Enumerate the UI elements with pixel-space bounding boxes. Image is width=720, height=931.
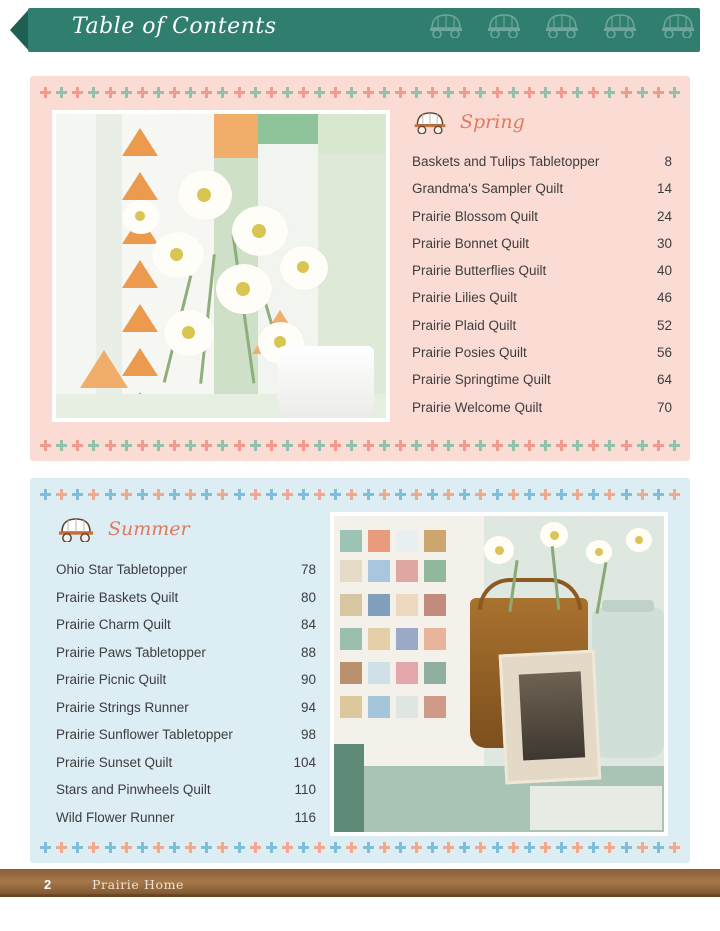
- toc-entry-title: Prairie Posies Quilt: [412, 345, 527, 361]
- stitch-plus-icon: [427, 440, 438, 451]
- stitch-plus-icon: [524, 842, 535, 853]
- stitch-plus-icon: [459, 87, 470, 98]
- stitch-plus-icon: [637, 440, 648, 451]
- stitch-plus-icon: [669, 842, 680, 853]
- toc-entry-title: Wild Flower Runner: [56, 809, 175, 825]
- toc-entry-page: 84: [300, 617, 316, 632]
- stitch-plus-icon: [346, 489, 357, 500]
- stitch-plus-icon: [653, 842, 664, 853]
- stitch-plus-icon: [653, 489, 664, 500]
- stitch-plus-icon: [621, 842, 632, 853]
- stitch-plus-icon: [604, 440, 615, 451]
- spring-quilt-photo: [52, 110, 390, 422]
- stitch-plus-icon: [105, 842, 116, 853]
- toc-entry[interactable]: [412, 148, 672, 175]
- toc-entry-page: 52: [656, 317, 672, 333]
- stitch-plus-icon: [427, 842, 438, 853]
- toc-entry-title: Baskets and Tulips Tabletopper: [412, 154, 600, 169]
- stitch-plus-icon: [540, 87, 551, 98]
- stitch-plus-icon: [524, 489, 535, 500]
- stitch-plus-icon: [169, 440, 180, 451]
- stitch-plus-icon: [556, 87, 567, 98]
- stitch-plus-icon: [540, 842, 551, 853]
- wagon-icon: [658, 12, 698, 38]
- stitch-plus-icon: [250, 87, 261, 98]
- covered-wagon-icon: [56, 516, 96, 542]
- stitch-plus-icon: [443, 489, 454, 500]
- toc-entry[interactable]: [412, 203, 672, 230]
- toc-entry[interactable]: [56, 776, 316, 804]
- section-spring: [30, 76, 690, 461]
- stitch-plus-icon: [443, 87, 454, 98]
- stitch-plus-icon: [572, 489, 583, 500]
- toc-entry[interactable]: [56, 749, 316, 777]
- stitch-plus-icon: [105, 440, 116, 451]
- stitch-plus-icon: [669, 440, 680, 451]
- stitch-plus-icon: [604, 87, 615, 98]
- stitch-plus-icon: [266, 489, 277, 500]
- stitch-plus-icon: [105, 489, 116, 500]
- toc-entry-title: Prairie Butterflies Quilt: [412, 263, 547, 279]
- toc-entry-page: 78: [300, 562, 316, 577]
- stitch-plus-icon: [121, 489, 132, 500]
- wagon-icon: [600, 12, 640, 38]
- stitch-plus-icon: [395, 440, 406, 451]
- stitch-plus-icon: [72, 842, 83, 853]
- stitch-plus-icon: [314, 440, 325, 451]
- season-name: Spring: [460, 111, 525, 133]
- stitch-plus-icon: [346, 440, 357, 451]
- stitch-plus-icon: [363, 842, 374, 853]
- stitch-plus-icon: [492, 489, 503, 500]
- toc-entry[interactable]: [412, 366, 672, 393]
- toc-entry-title: Prairie Springtime Quilt: [412, 372, 551, 388]
- stitch-plus-icon: [508, 489, 519, 500]
- stitch-plus-icon: [153, 842, 164, 853]
- toc-entry-page: 88: [300, 644, 316, 660]
- stitch-plus-icon: [40, 440, 51, 451]
- page-title: Table of Contents: [72, 14, 277, 39]
- stitch-plus-icon: [234, 87, 245, 98]
- stitch-plus-icon: [572, 440, 583, 451]
- stitch-plus-icon: [492, 440, 503, 451]
- stitch-plus-icon: [298, 87, 309, 98]
- stitch-plus-icon: [363, 87, 374, 98]
- stitch-plus-icon: [169, 87, 180, 98]
- stitch-plus-icon: [669, 489, 680, 500]
- footer-book-title: Prairie Home: [92, 877, 185, 892]
- stitch-border-bottom: [40, 839, 680, 855]
- season-heading-spring: [412, 110, 672, 134]
- toc-entry[interactable]: [56, 721, 316, 749]
- stitch-plus-icon: [137, 489, 148, 500]
- stitch-plus-icon: [137, 87, 148, 98]
- stitch-plus-icon: [637, 87, 648, 98]
- stitch-plus-icon: [56, 440, 67, 451]
- stitch-plus-icon: [475, 842, 486, 853]
- stitch-plus-icon: [314, 87, 325, 98]
- toc-entry-title: Ohio Star Tabletopper: [56, 562, 188, 577]
- stitch-plus-icon: [56, 489, 67, 500]
- stitch-plus-icon: [572, 842, 583, 853]
- stitch-plus-icon: [459, 440, 470, 451]
- stitch-plus-icon: [330, 440, 341, 451]
- stitch-plus-icon: [637, 489, 648, 500]
- stitch-plus-icon: [217, 87, 228, 98]
- stitch-plus-icon: [153, 440, 164, 451]
- stitch-plus-icon: [314, 489, 325, 500]
- stitch-plus-icon: [411, 489, 422, 500]
- toc-entry-page: 40: [656, 263, 672, 279]
- stitch-plus-icon: [282, 489, 293, 500]
- stitch-plus-icon: [588, 440, 599, 451]
- stitch-plus-icon: [40, 87, 51, 98]
- toc-entry-page: 116: [294, 809, 316, 825]
- stitch-plus-icon: [411, 87, 422, 98]
- stitch-plus-icon: [346, 87, 357, 98]
- stitch-plus-icon: [137, 440, 148, 451]
- stitch-plus-icon: [379, 842, 390, 853]
- stitch-plus-icon: [217, 440, 228, 451]
- section-summer: [30, 478, 690, 863]
- stitch-plus-icon: [653, 87, 664, 98]
- toc-entry[interactable]: [56, 556, 316, 584]
- stitch-plus-icon: [411, 842, 422, 853]
- stitch-plus-icon: [153, 489, 164, 500]
- stitch-plus-icon: [201, 842, 212, 853]
- stitch-plus-icon: [621, 87, 632, 98]
- toc-entry-title: Prairie Picnic Quilt: [56, 672, 167, 687]
- stitch-plus-icon: [234, 440, 245, 451]
- stitch-plus-icon: [88, 842, 99, 853]
- stitch-plus-icon: [363, 440, 374, 451]
- stitch-plus-icon: [298, 842, 309, 853]
- stitch-plus-icon: [137, 842, 148, 853]
- stitch-plus-icon: [266, 87, 277, 98]
- stitch-plus-icon: [363, 489, 374, 500]
- season-heading-summer: [56, 516, 316, 542]
- stitch-plus-icon: [330, 87, 341, 98]
- toc-entry-page: 94: [300, 699, 316, 715]
- toc-entry-title: Prairie Blossom Quilt: [412, 208, 539, 224]
- stitch-plus-icon: [72, 87, 83, 98]
- stitch-plus-icon: [588, 842, 599, 853]
- toc-entry-title: Prairie Welcome Quilt: [412, 399, 543, 415]
- stitch-plus-icon: [121, 440, 132, 451]
- stitch-plus-icon: [346, 842, 357, 853]
- toc-entry-title: Prairie Strings Runner: [56, 699, 189, 715]
- stitch-plus-icon: [395, 489, 406, 500]
- stitch-plus-icon: [72, 440, 83, 451]
- toc-entry[interactable]: [412, 230, 672, 257]
- stitch-plus-icon: [556, 842, 567, 853]
- stitch-plus-icon: [459, 842, 470, 853]
- stitch-plus-icon: [588, 87, 599, 98]
- stitch-plus-icon: [540, 489, 551, 500]
- stitch-plus-icon: [298, 440, 309, 451]
- stitch-plus-icon: [443, 440, 454, 451]
- stitch-plus-icon: [250, 842, 261, 853]
- stitch-plus-icon: [88, 489, 99, 500]
- stitch-plus-icon: [411, 440, 422, 451]
- wagon-icon: [426, 12, 466, 38]
- stitch-plus-icon: [169, 489, 180, 500]
- stitch-plus-icon: [282, 440, 293, 451]
- toc-entry-page: 46: [656, 290, 672, 306]
- summer-content: [40, 506, 680, 835]
- toc-entry-page: 110: [294, 782, 316, 797]
- stitch-plus-icon: [105, 87, 116, 98]
- toc-entry-page: 24: [656, 208, 672, 224]
- stitch-plus-icon: [201, 440, 212, 451]
- toc-entry-title: Prairie Paws Tabletopper: [56, 644, 206, 660]
- stitch-plus-icon: [637, 842, 648, 853]
- header-wagon-row: [426, 12, 698, 38]
- stitch-plus-icon: [250, 489, 261, 500]
- stitch-plus-icon: [234, 842, 245, 853]
- stitch-plus-icon: [508, 842, 519, 853]
- wagon-icon: [484, 12, 524, 38]
- banner-tail: [10, 8, 30, 52]
- stitch-plus-icon: [185, 87, 196, 98]
- stitch-plus-icon: [604, 842, 615, 853]
- stitch-plus-icon: [298, 489, 309, 500]
- toc-entry[interactable]: [56, 639, 316, 667]
- toc-entry[interactable]: [412, 175, 672, 202]
- stitch-plus-icon: [201, 87, 212, 98]
- stitch-plus-icon: [427, 489, 438, 500]
- stitch-plus-icon: [427, 87, 438, 98]
- stitch-plus-icon: [556, 489, 567, 500]
- stitch-plus-icon: [185, 440, 196, 451]
- summer-quilt-photo: [330, 512, 668, 836]
- toc-entry-title: Prairie Lilies Quilt: [412, 290, 518, 306]
- stitch-plus-icon: [217, 842, 228, 853]
- toc-entry-title: Prairie Bonnet Quilt: [412, 235, 530, 251]
- stitch-plus-icon: [88, 87, 99, 98]
- stitch-plus-icon: [217, 489, 228, 500]
- toc-entry-page: 98: [300, 727, 316, 742]
- stitch-plus-icon: [282, 87, 293, 98]
- stitch-plus-icon: [234, 489, 245, 500]
- stitch-plus-icon: [540, 440, 551, 451]
- toc-entry[interactable]: [56, 804, 316, 832]
- stitch-plus-icon: [556, 440, 567, 451]
- page-footer: [0, 869, 720, 931]
- stitch-plus-icon: [56, 87, 67, 98]
- stitch-plus-icon: [40, 842, 51, 853]
- toc-entry[interactable]: [412, 312, 672, 339]
- stitch-plus-icon: [330, 842, 341, 853]
- toc-entry-page: 14: [656, 181, 672, 197]
- stitch-plus-icon: [492, 87, 503, 98]
- stitch-border-top: [40, 84, 680, 100]
- toc-entry-page: 64: [656, 372, 672, 388]
- stitch-plus-icon: [314, 842, 325, 853]
- stitch-plus-icon: [250, 440, 261, 451]
- stitch-plus-icon: [395, 842, 406, 853]
- stitch-border-top: [40, 486, 680, 502]
- toc-entry-title: Prairie Baskets Quilt: [56, 589, 179, 605]
- stitch-plus-icon: [492, 842, 503, 853]
- stitch-plus-icon: [508, 440, 519, 451]
- footer-page-number: 2: [44, 877, 52, 892]
- stitch-plus-icon: [379, 489, 390, 500]
- stitch-plus-icon: [621, 440, 632, 451]
- toc-entry[interactable]: [56, 666, 316, 694]
- stitch-plus-icon: [169, 842, 180, 853]
- stitch-plus-icon: [72, 489, 83, 500]
- stitch-plus-icon: [524, 87, 535, 98]
- toc-entry-title: Stars and Pinwheels Quilt: [56, 782, 211, 797]
- toc-entry[interactable]: [412, 394, 672, 421]
- stitch-plus-icon: [282, 842, 293, 853]
- stitch-plus-icon: [395, 87, 406, 98]
- stitch-plus-icon: [508, 87, 519, 98]
- toc-entry-title: Prairie Sunflower Tabletopper: [56, 727, 233, 742]
- stitch-plus-icon: [379, 87, 390, 98]
- toc-entry[interactable]: [56, 611, 316, 639]
- spring-toc-list: [412, 110, 672, 421]
- stitch-plus-icon: [185, 489, 196, 500]
- stitch-plus-icon: [604, 489, 615, 500]
- stitch-plus-icon: [379, 440, 390, 451]
- stitch-plus-icon: [475, 87, 486, 98]
- toc-entry[interactable]: [56, 584, 316, 612]
- stitch-plus-icon: [475, 440, 486, 451]
- toc-entry-page: 8: [664, 154, 672, 169]
- stitch-plus-icon: [266, 842, 277, 853]
- stitch-border-bottom: [40, 437, 680, 453]
- toc-entry-page: 30: [656, 235, 672, 251]
- stitch-plus-icon: [88, 440, 99, 451]
- stitch-plus-icon: [443, 842, 454, 853]
- toc-entry-title: Prairie Sunset Quilt: [56, 754, 173, 770]
- toc-entry-page: 90: [300, 672, 316, 687]
- stitch-plus-icon: [185, 842, 196, 853]
- quilt-background: [334, 516, 664, 832]
- toc-entry-title: Prairie Plaid Quilt: [412, 317, 517, 333]
- toc-entry[interactable]: [56, 694, 316, 722]
- stitch-plus-icon: [201, 489, 212, 500]
- toc-entry-page: 104: [293, 754, 316, 770]
- covered-wagon-icon: [412, 110, 448, 134]
- toc-entry[interactable]: [412, 257, 672, 284]
- summer-toc-list: [56, 516, 316, 831]
- stitch-plus-icon: [588, 489, 599, 500]
- toc-entry[interactable]: [412, 339, 672, 366]
- stitch-plus-icon: [475, 489, 486, 500]
- stitch-plus-icon: [653, 440, 664, 451]
- stitch-plus-icon: [330, 489, 341, 500]
- toc-entry[interactable]: [412, 284, 672, 311]
- toc-entry-page: 70: [656, 399, 672, 415]
- stitch-plus-icon: [669, 87, 680, 98]
- stitch-plus-icon: [121, 87, 132, 98]
- toc-entry-page: 80: [300, 589, 316, 605]
- flower-cluster: [56, 114, 386, 418]
- stitch-plus-icon: [572, 87, 583, 98]
- stitch-plus-icon: [153, 87, 164, 98]
- wagon-icon: [542, 12, 582, 38]
- stitch-plus-icon: [524, 440, 535, 451]
- toc-entry-page: 56: [656, 345, 672, 361]
- stitch-plus-icon: [266, 440, 277, 451]
- stitch-plus-icon: [40, 489, 51, 500]
- season-name: Summer: [108, 518, 190, 540]
- stitch-plus-icon: [621, 489, 632, 500]
- page-header: [0, 0, 720, 64]
- stitch-plus-icon: [56, 842, 67, 853]
- stitch-plus-icon: [121, 842, 132, 853]
- spring-content: [40, 104, 680, 433]
- toc-entry-title: Prairie Charm Quilt: [56, 617, 171, 632]
- toc-entry-title: Grandma's Sampler Quilt: [412, 181, 564, 197]
- stitch-plus-icon: [459, 489, 470, 500]
